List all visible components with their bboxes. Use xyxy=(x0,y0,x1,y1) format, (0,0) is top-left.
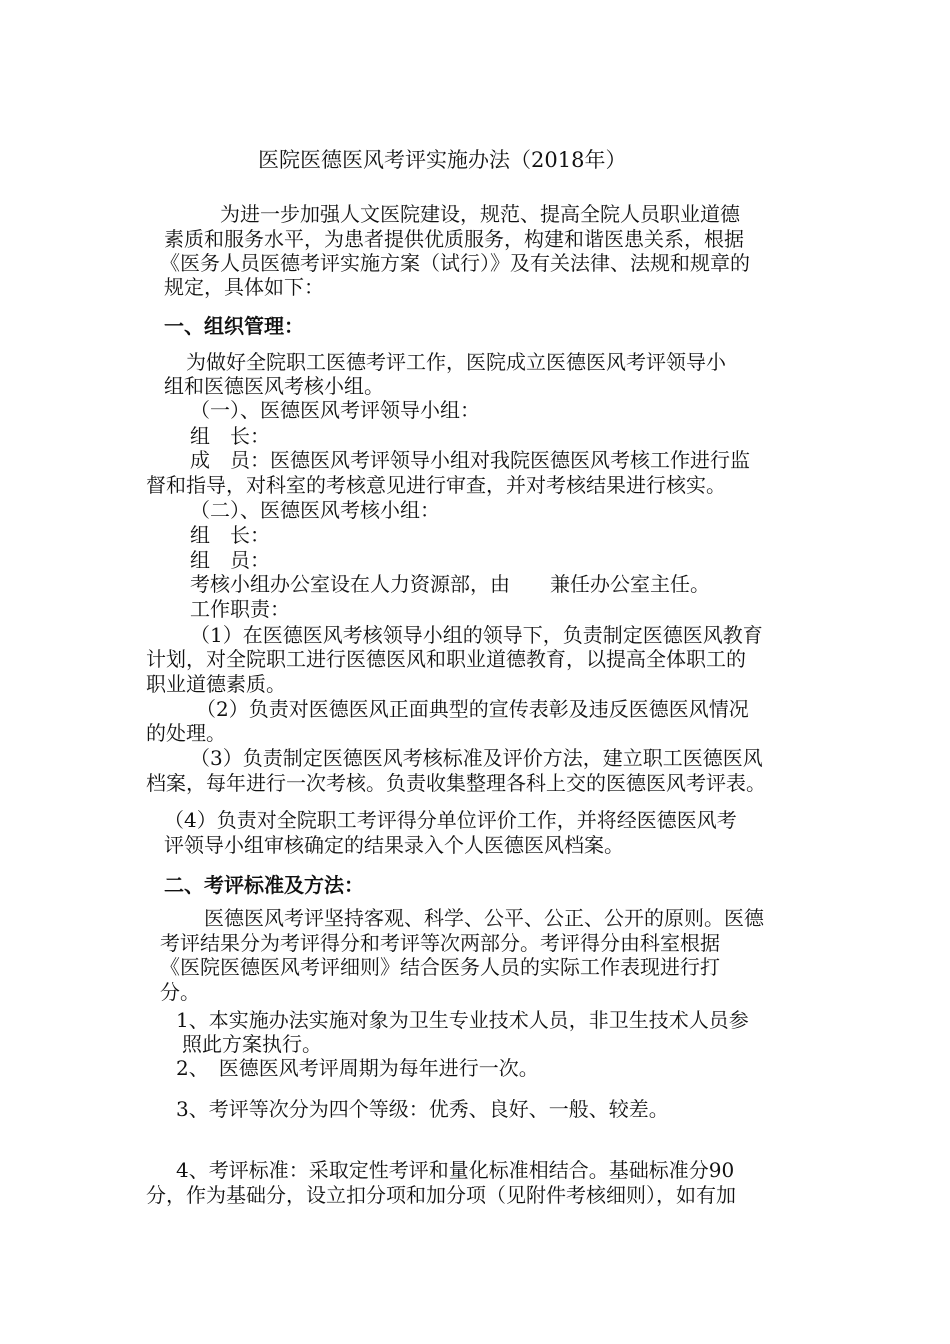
intro-line: 为进一步加强人文医院建设，规范、提高全院人员职业道德 xyxy=(220,202,740,226)
body-line: 督和指导，对科室的考核意见进行审查，并对考核结果进行核实。 xyxy=(146,473,726,497)
body-line: 医德医风考评坚持客观、科学、公平、公正、公开的原则。医德 xyxy=(204,906,764,930)
subheading-leadership-group: （一）、医德医风考评领导小组： xyxy=(190,398,480,422)
body-line: 组 长： xyxy=(190,523,270,547)
body-line: 的处理。 xyxy=(146,721,226,745)
body-line: 评领导小组审核确定的结果录入个人医德医风档案。 xyxy=(164,833,624,857)
body-line: 分，作为基础分，设立扣分项和加分项（见附件考核细则），如有加 xyxy=(146,1183,736,1207)
body-line: 组和医德医风考核小组。 xyxy=(164,374,384,398)
body-line: 组 长： xyxy=(190,424,270,448)
body-line: 组 员： xyxy=(190,548,270,572)
body-line: 工作职责： xyxy=(190,597,290,621)
body-line: 《医院医德医风考评细则》结合医务人员的实际工作表现进行打 xyxy=(160,955,720,979)
body-line: 档案，每年进行一次考核。负责收集整理各科上交的医德医风考评表。 xyxy=(146,771,766,795)
intro-line: 《医务人员医德考评实施方案（试行）》及有关法律、法规和规章的 xyxy=(160,251,750,275)
list-item: 3、考评等次分为四个等级：优秀、良好、一般、较差。 xyxy=(176,1097,669,1121)
body-line: 成 员：医德医风考评领导小组对我院医德医风考核工作进行监 xyxy=(190,448,750,472)
duty-item: （1）在医德医风考核领导小组的领导下，负责制定医德医风教育 xyxy=(190,623,763,647)
section-heading-organization: 一、组织管理： xyxy=(164,314,304,338)
duty-item: （4）负责对全院职工考评得分单位评价工作，并将经医德医风考 xyxy=(164,808,737,832)
body-line: 计划，对全院职工进行医德医风和职业道德教育，以提高全体职工的 xyxy=(146,647,746,671)
body-line: 为做好全院职工医德考评工作，医院成立医德医风考评领导小 xyxy=(186,350,726,374)
list-item: 4、考评标准：采取定性考评和量化标准相结合。基础标准分90 xyxy=(176,1158,735,1182)
intro-line: 素质和服务水平，为患者提供优质服务，构建和谐医患关系，根据 xyxy=(164,227,744,251)
body-line: 分。 xyxy=(160,980,200,1004)
body-line: 职业道德素质。 xyxy=(146,672,286,696)
list-item: 1、本实施办法实施对象为卫生专业技术人员，非卫生技术人员参 xyxy=(176,1008,749,1032)
list-item: 2、 医德医风考评周期为每年进行一次。 xyxy=(176,1056,539,1080)
body-line: 照此方案执行。 xyxy=(182,1032,322,1056)
duty-item: （2）负责对医德医风正面典型的宣传表彰及违反医德医风情况 xyxy=(196,697,749,721)
section-heading-standards: 二、考评标准及方法： xyxy=(164,873,364,897)
duty-item: （3）负责制定医德医风考核标准及评价方法，建立职工医德医风 xyxy=(190,746,763,770)
body-line: 考核小组办公室设在人力资源部，由 兼任办公室主任。 xyxy=(190,572,710,596)
subheading-assessment-group: （二）、医德医风考核小组： xyxy=(190,498,440,522)
body-line: 考评结果分为考评得分和考评等次两部分。考评得分由科室根据 xyxy=(160,931,720,955)
intro-line: 规定，具体如下： xyxy=(164,275,324,299)
document-title: 医院医德医风考评实施办法（2018年） xyxy=(258,148,627,172)
